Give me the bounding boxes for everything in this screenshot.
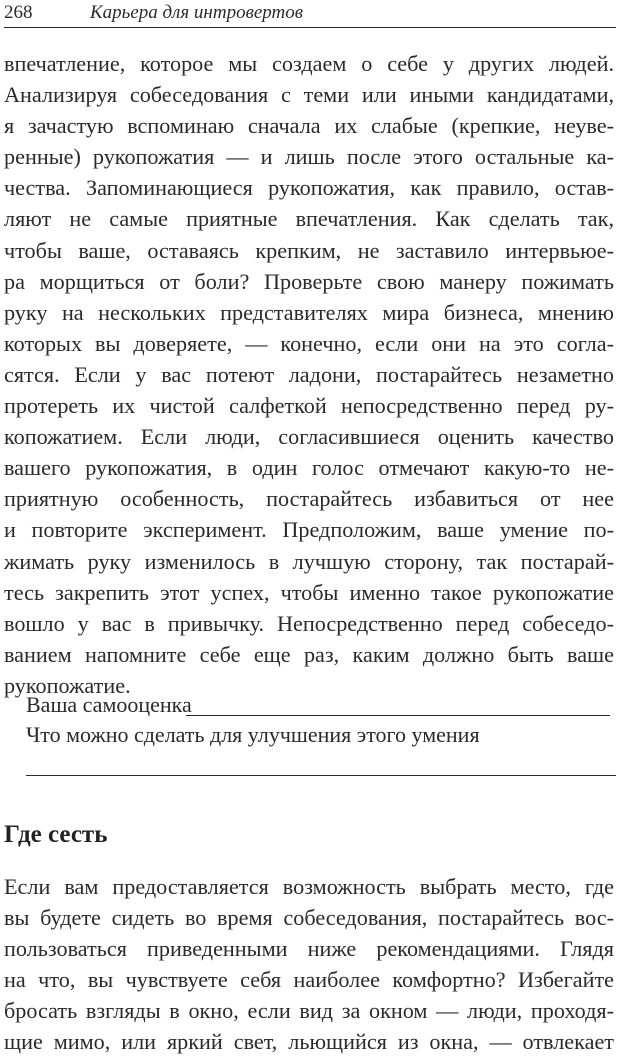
text-line: бросать взгляды в окно, если вид за окном — люди, проходя- [4,998,614,1024]
text-line: рукопожатие. [4,672,131,698]
text-line: вашего рукопожатия, в один голос отмечают какую-то не- [4,455,614,481]
text-line: чтобы ваше, оставаясь крепким, не заставило интервьюе- [4,237,614,263]
text-line: ванием напомните себе еще раз, каким должно быть ваше [4,641,614,667]
text-line: вы будете сидеть во время собеседования, постарайтесь вос- [4,905,614,931]
improvement-label: Что можно сделать для улучшения этого умения [26,722,480,747]
self-assessment-blank [186,715,610,716]
text-line: руку на нескольких представителях мира бизнеса, мнению [4,299,614,325]
paragraph-handshake [4,48,614,701]
text-line: тесь закрепить этот успех, чтобы именно такое рукопожатие [4,579,614,605]
self-assessment-label: Ваша самооценка [26,692,192,717]
text-line: Анализируя собеседования с теми или иными кандидатами, [4,82,614,108]
text-line: я зачастую вспоминаю сначала их слабые (крепкие, неуве- [4,113,614,139]
text-line: ренные) рукопожатия — и лишь после этого остальные ка- [4,144,614,170]
text-line: сятся. Если у вас потеют ладони, постарайтесь незаметно [4,361,614,387]
text-line: протереть их чистой салфеткой непосредственно перед ру- [4,393,614,419]
text-line: и повторите эксперимент. Предположим, ваше умение по- [4,517,614,543]
text-line: вошло у вас в привычку. Непосредственно перед собеседо- [4,610,614,636]
paragraph-where-to-sit [4,871,614,1058]
text-line: пользоваться приведенными ниже рекомендациями. Глядя [4,936,614,962]
text-line: Если вам предоставляется возможность выбрать место, где [4,874,614,899]
text-line: которых вы доверяете, — конечно, если они на это согла- [4,330,614,356]
improvement-blank [26,775,616,776]
text-line: щие мимо, или яркий свет, льющийся из окна, — отвлекает [4,1029,614,1055]
running-head [4,0,616,28]
page-number: 268 [4,2,33,23]
text-line: жимать руку изменилось в лучшую сторону, так постарай- [4,548,614,574]
text-line: на что, вы чувствуете себя наиболее комфортно? Избегайте [4,967,614,993]
text-line: ра морщиться от боли? Проверьте свою манеру пожимать [4,268,614,294]
text-line: чества. Запоминающиеся рукопожатия, как правило, остав- [4,175,614,201]
text-line: приятную особенность, постарайтесь избавиться от нее [4,486,614,512]
text-line: впечатление, которое мы создаем о себе у других людей. [4,51,614,76]
text-line: ляют не самые приятные впечатления. Как сделать так, [4,206,614,232]
text-line: копожатием. Если люди, согласившиеся оценить качество [4,424,614,450]
section-heading: Где сесть [4,821,108,848]
book-title: Карьера для интровертов [90,2,303,23]
